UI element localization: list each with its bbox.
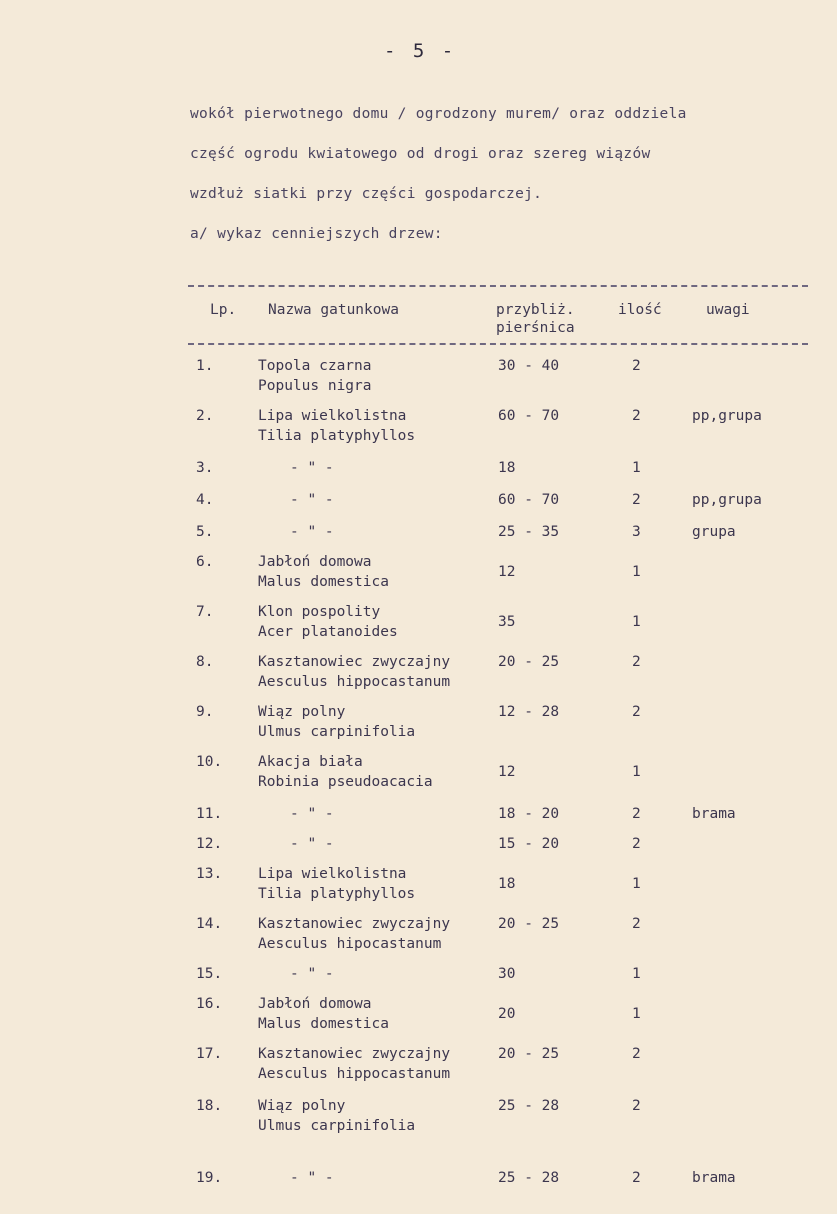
paragraph-line: wzdłuż siatki przy części gospodarczej. [190, 186, 543, 202]
cell-age: 30 [498, 966, 516, 982]
cell-age: 35 [498, 614, 516, 630]
header-age-line2: pierśnica [496, 320, 575, 336]
header-remarks: uwagi [706, 302, 750, 318]
table-row [0, 358, 837, 402]
cell-name-common: Wiąz polny [258, 704, 346, 720]
table-top-rule [188, 285, 808, 287]
cell-lp: 12. [196, 836, 223, 852]
cell-qty: 2 [632, 492, 641, 508]
cell-qty: 2 [632, 654, 641, 670]
cell-lp: 18. [196, 1098, 223, 1114]
table-row [0, 1046, 837, 1090]
cell-age: 20 [498, 1006, 516, 1022]
cell-name-common: Topola czarna [258, 358, 372, 374]
table-row [0, 408, 837, 452]
cell-name-latin: Populus nigra [258, 378, 372, 394]
cell-name-latin: Aesculus hippocastanum [258, 674, 451, 690]
header-qty: ilość [618, 302, 662, 318]
cell-qty: 2 [632, 916, 641, 932]
table-row [0, 866, 837, 910]
cell-name-common: - " - [290, 492, 334, 508]
cell-qty: 1 [632, 614, 641, 630]
cell-qty: 2 [632, 408, 641, 424]
cell-remarks: pp,grupa [692, 492, 762, 508]
cell-age: 25 - 28 [498, 1098, 560, 1114]
cell-name-common: - " - [290, 524, 334, 540]
cell-name-common: Jabłoń domowa [258, 996, 372, 1012]
cell-qty: 2 [632, 358, 641, 374]
cell-qty: 1 [632, 460, 641, 476]
cell-age: 12 [498, 764, 516, 780]
table-row [0, 654, 837, 698]
paragraph-line: część ogrodu kwiatowego od drogi oraz szereg wiązów [190, 146, 651, 162]
cell-age: 18 - 20 [498, 806, 560, 822]
cell-name-latin: Aesculus hipocastanum [258, 936, 442, 952]
cell-lp: 7. [196, 604, 214, 620]
cell-lp: 3. [196, 460, 214, 476]
cell-age: 25 - 28 [498, 1170, 560, 1186]
cell-qty: 2 [632, 1170, 641, 1186]
cell-name-common: - " - [290, 806, 334, 822]
cell-name-common: - " - [290, 966, 334, 982]
cell-name-common: Lipa wielkolistna [258, 866, 407, 882]
header-lp: Lp. [210, 302, 237, 318]
cell-name-latin: Ulmus carpinifolia [258, 1118, 416, 1134]
table-row [0, 754, 837, 798]
cell-lp: 17. [196, 1046, 223, 1062]
cell-qty: 2 [632, 704, 641, 720]
cell-qty: 2 [632, 836, 641, 852]
cell-age: 12 [498, 564, 516, 580]
cell-age: 15 - 20 [498, 836, 560, 852]
cell-name-common: Wiąz polny [258, 1098, 346, 1114]
table-row [0, 1098, 837, 1142]
cell-remarks: brama [692, 1170, 736, 1186]
cell-lp: 14. [196, 916, 223, 932]
cell-qty: 1 [632, 876, 641, 892]
cell-age: 20 - 25 [498, 1046, 560, 1062]
cell-age: 30 - 40 [498, 358, 560, 374]
cell-name-common: Kasztanowiec zwyczajny [258, 654, 451, 670]
cell-age: 60 - 70 [498, 408, 560, 424]
table-row [0, 916, 837, 960]
cell-name-common: Kasztanowiec zwyczajny [258, 1046, 451, 1062]
cell-remarks: grupa [692, 524, 736, 540]
cell-name-latin: Malus domestica [258, 1016, 389, 1032]
cell-lp: 13. [196, 866, 223, 882]
cell-lp: 10. [196, 754, 223, 770]
cell-lp: 5. [196, 524, 214, 540]
cell-lp: 16. [196, 996, 223, 1012]
cell-lp: 6. [196, 554, 214, 570]
cell-qty: 1 [632, 764, 641, 780]
cell-age: 18 [498, 460, 516, 476]
cell-lp: 15. [196, 966, 223, 982]
cell-lp: 19. [196, 1170, 223, 1186]
cell-name-common: - " - [290, 836, 334, 852]
paragraph-line: a/ wykaz cenniejszych drzew: [190, 226, 443, 242]
cell-name-latin: Aesculus hippocastanum [258, 1066, 451, 1082]
cell-name-common: - " - [290, 1170, 334, 1186]
page-number: - 5 - [384, 40, 457, 62]
cell-lp: 8. [196, 654, 214, 670]
cell-name-common: - " - [290, 460, 334, 476]
table-row [0, 1170, 837, 1214]
cell-age: 20 - 25 [498, 916, 560, 932]
table-row [0, 996, 837, 1040]
cell-name-common: Kasztanowiec zwyczajny [258, 916, 451, 932]
header-name: Nazwa gatunkowa [268, 302, 399, 318]
cell-name-latin: Tilia platyphyllos [258, 428, 416, 444]
cell-name-common: Lipa wielkolistna [258, 408, 407, 424]
cell-qty: 2 [632, 1098, 641, 1114]
cell-age: 18 [498, 876, 516, 892]
table-row [0, 704, 837, 748]
cell-qty: 1 [632, 966, 641, 982]
cell-age: 25 - 35 [498, 524, 560, 540]
paragraph-line: wokół pierwotnego domu / ogrodzony murem/ oraz oddziela [190, 106, 687, 122]
cell-name-latin: Acer platanoides [258, 624, 398, 640]
cell-age: 60 - 70 [498, 492, 560, 508]
cell-name-latin: Tilia platyphyllos [258, 886, 416, 902]
cell-lp: 11. [196, 806, 223, 822]
cell-name-latin: Robinia pseudoacacia [258, 774, 433, 790]
cell-age: 20 - 25 [498, 654, 560, 670]
cell-name-latin: Ulmus carpinifolia [258, 724, 416, 740]
cell-name-common: Klon pospolity [258, 604, 381, 620]
cell-qty: 2 [632, 1046, 641, 1062]
cell-qty: 1 [632, 1006, 641, 1022]
cell-qty: 2 [632, 806, 641, 822]
cell-lp: 2. [196, 408, 214, 424]
cell-name-common: Jabłoń domowa [258, 554, 372, 570]
cell-lp: 1. [196, 358, 214, 374]
header-age-line1: przybliż. [496, 302, 575, 318]
cell-age: 12 - 28 [498, 704, 560, 720]
table-row [0, 554, 837, 598]
cell-qty: 1 [632, 564, 641, 580]
table-row [0, 604, 837, 648]
cell-lp: 4. [196, 492, 214, 508]
cell-name-latin: Malus domestica [258, 574, 389, 590]
cell-remarks: brama [692, 806, 736, 822]
table-header-rule [188, 343, 808, 345]
cell-lp: 9. [196, 704, 214, 720]
cell-remarks: pp,grupa [692, 408, 762, 424]
cell-name-common: Akacja biała [258, 754, 363, 770]
cell-qty: 3 [632, 524, 641, 540]
